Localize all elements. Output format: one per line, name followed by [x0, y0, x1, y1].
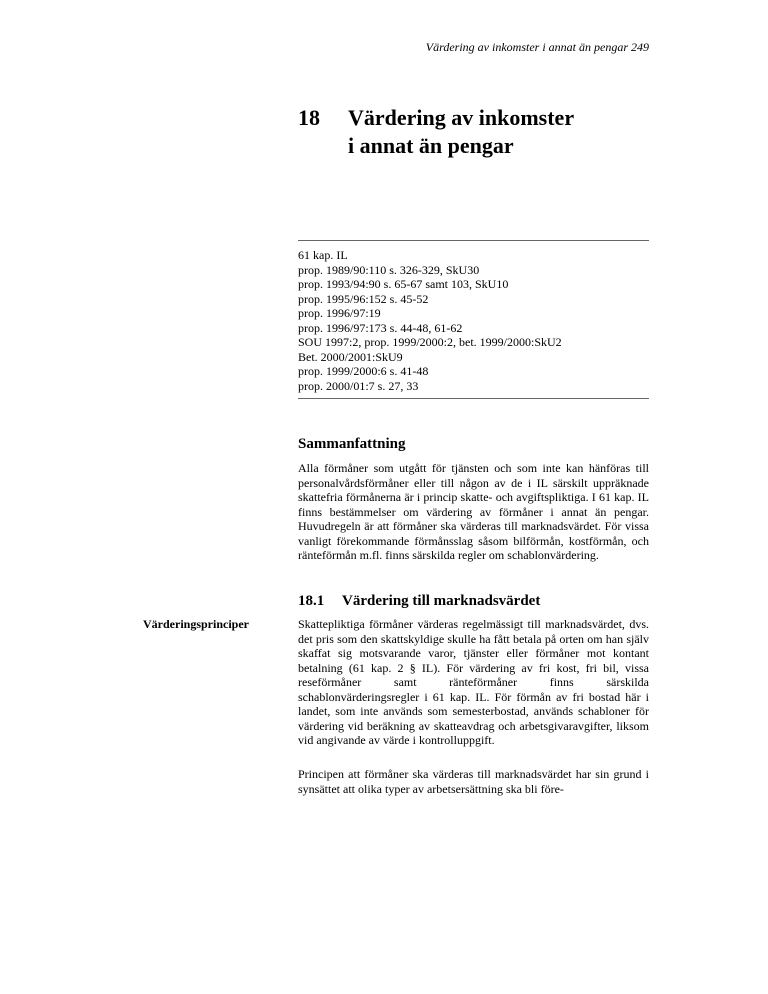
- running-head: Värdering av inkomster i annat än pengar 249: [425, 40, 649, 54]
- reference-item: prop. 2000/01:7 s. 27, 33: [298, 378, 419, 393]
- chapter-heading: [298, 104, 658, 160]
- section-paragraph-2: Principen att förmåner ska värderas till marknadsvärdet har sin grund i synsättet att olika typer av arbetsersättning ska bli före-: [298, 767, 649, 796]
- section-title: Värdering till marknadsvärdet: [342, 593, 541, 609]
- reference-item: prop. 1993/94:90 s. 65-67 samt 103, SkU10: [298, 277, 509, 291]
- reference-item: prop. 1995/96:152 s. 45-52: [298, 291, 429, 306]
- references-top-rule: [298, 240, 649, 241]
- reference-item: prop. 1996/97:19: [298, 306, 381, 320]
- section-number: 18.1: [298, 593, 325, 609]
- references-bottom-rule: [298, 398, 649, 399]
- reference-item: SOU 1997:2, prop. 1999/2000:2, bet. 1999/2000:SkU2: [298, 335, 562, 349]
- summary-heading: Sammanfattning: [298, 436, 406, 452]
- reference-item: Bet. 2000/2001:SkU9: [298, 349, 403, 364]
- reference-item: prop. 1989/90:110 s. 326-329, SkU30: [298, 262, 480, 277]
- reference-item: prop. 1999/2000:6 s. 41-48: [298, 364, 429, 378]
- chapter-title-line-2: i annat än pengar: [348, 133, 514, 158]
- margin-note: Värderingsprinciper: [143, 617, 249, 631]
- reference-item: 61 kap. IL: [298, 248, 348, 262]
- reference-item: prop. 1996/97:173 s. 44-48, 61-62: [298, 320, 463, 335]
- section-paragraph-1: Skattepliktiga förmåner värderas regelmässigt till marknadsvärdet, dvs. det pris som den skattskyldige skulle ha fått betala på orten om han själv skaffat sig motsvarande varor, tjänster eller förmåner mot kontant betalning (61 kap. 2 § IL). För värdering av fri kost, fri bil, vissa reseförmåner samt ränteförmåner finns särskilda schablonvärderingsregler i 61 kap. IL. För förmån av fri bostad här i landet, som inte används som semesterbostad, används schabloner för värdering vid beräkning av skatteavdrag och arbetsgivaravgifter, liksom vid angivande av värde i kontrolluppgift.: [298, 617, 649, 747]
- references-list: [298, 248, 649, 393]
- section-heading: [298, 592, 540, 610]
- chapter-number: 18: [298, 105, 320, 130]
- summary-text: Alla förmåner som utgått för tjänsten och som inte kan hänföras till personalvårdsförmåner eller till någon av de i IL särskilt uppräknade skattefria förmånerna är i princip skatte- och avgiftspliktiga. I 61 kap. IL finns bestämmelser om värdering av förmåner i annat än pengar. Huvudregeln är att förmåner ska värderas till marknadsvärdet. För vissa vanligt förekommande förmånsslag såsom bilförmån, kostförmån, och ränteförmån m.fl. finns särskilda regler om schablonvärdering.: [298, 461, 649, 562]
- chapter-title-line-1: Värdering av inkomster: [348, 105, 575, 130]
